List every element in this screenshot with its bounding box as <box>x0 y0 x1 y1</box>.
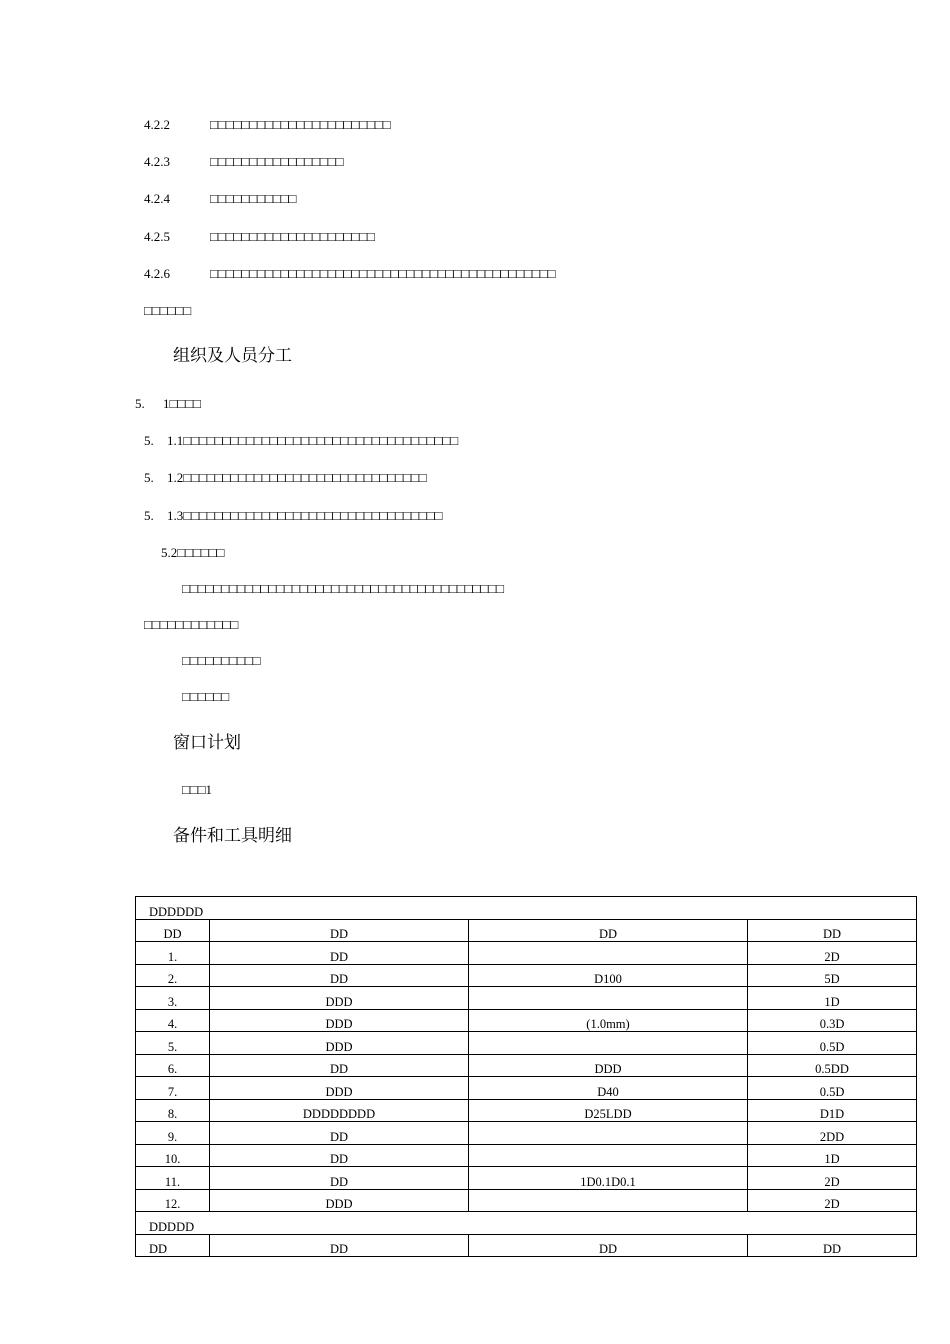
table-cell: 4. <box>136 1009 210 1032</box>
table-row <box>136 1189 917 1212</box>
table-row <box>136 1099 917 1122</box>
column-header: DD <box>469 1234 748 1257</box>
paragraph-after-4-2: □□□□□□ <box>144 303 192 318</box>
table-header-row-2 <box>136 1234 917 1257</box>
table-row <box>136 987 917 1010</box>
column-header: DD <box>136 1234 210 1257</box>
section-5-2-line-4: □□□□□□ <box>182 689 230 704</box>
table-row <box>136 1144 917 1167</box>
table-cell: D1D <box>748 1099 917 1122</box>
heading-window-plan: 窗口计划 <box>173 733 241 753</box>
section-5-2-paragraph: □□□□□□□□□□□□□□□□□□□□□□□□□□□□□□□□□□□□□□□□□ <box>182 581 504 596</box>
table-cell: D100 <box>469 964 748 987</box>
table-cell: 5D <box>748 964 917 987</box>
table-row <box>136 1077 917 1100</box>
table-cell: D25LDD <box>469 1099 748 1122</box>
heading-organization: 组织及人员分工 <box>173 346 292 366</box>
table-row <box>136 1009 917 1032</box>
table-cell: 1D <box>748 987 917 1010</box>
table-cell: 3. <box>136 987 210 1010</box>
table-cell: 2. <box>136 964 210 987</box>
table-cell: DD <box>210 1144 469 1167</box>
table-cell: 1D0.1D0.1 <box>469 1167 748 1190</box>
item-4-2-4-text: □□□□□□□□□□□ <box>210 191 297 206</box>
table-cell: 0.5DD <box>748 1054 917 1077</box>
table-cell <box>469 942 748 965</box>
table-cell <box>469 1189 748 1212</box>
item-4-2-2-number: 4.2.2 <box>144 117 170 132</box>
table-cell: (1.0mm) <box>469 1009 748 1032</box>
table-cell <box>469 1122 748 1145</box>
table-row <box>136 1054 917 1077</box>
table-cell: 0.3D <box>748 1009 917 1032</box>
table-cell: 2D <box>748 942 917 965</box>
table-caption-row <box>136 897 917 920</box>
section-5-2-title: 5.2□□□□□□ <box>161 545 225 560</box>
table-caption-row-2 <box>136 1212 917 1235</box>
window-plan-text: □□□1 <box>182 782 213 797</box>
spare-parts-table <box>135 896 917 1257</box>
section-5-2-line-3: □□□□□□□□□□ <box>182 653 261 668</box>
table-cell: DDD <box>469 1054 748 1077</box>
table-cell: DD <box>210 1054 469 1077</box>
item-5-1-2-text: 1.2□□□□□□□□□□□□□□□□□□□□□□□□□□□□□□□ <box>167 470 427 485</box>
table-cell: DD <box>210 964 469 987</box>
column-header: DD <box>210 1234 469 1257</box>
table-cell: 0.5D <box>748 1032 917 1055</box>
table-cell: DD <box>210 942 469 965</box>
table-caption-2: DDDDD <box>136 1212 917 1235</box>
table-cell: DDDDDDDD <box>210 1099 469 1122</box>
table-cell: 11. <box>136 1167 210 1190</box>
item-4-2-5-text: □□□□□□□□□□□□□□□□□□□□□ <box>210 229 375 244</box>
table-row <box>136 1167 917 1190</box>
item-4-2-3-number: 4.2.3 <box>144 154 170 169</box>
table-row <box>136 942 917 965</box>
table-cell: 1D <box>748 1144 917 1167</box>
item-5-1-1-number: 5. <box>144 433 154 448</box>
table-cell: 6. <box>136 1054 210 1077</box>
table-cell: DDD <box>210 1189 469 1212</box>
item-5-1-1-text: 1.1□□□□□□□□□□□□□□□□□□□□□□□□□□□□□□□□□□□ <box>167 433 459 448</box>
column-header: DD <box>210 919 469 942</box>
table-cell <box>469 987 748 1010</box>
item-4-2-3-text: □□□□□□□□□□□□□□□□□ <box>210 154 344 169</box>
item-5-1-2-number: 5. <box>144 470 154 485</box>
table-row <box>136 1122 917 1145</box>
table-cell: DDD <box>210 1077 469 1100</box>
table-cell: 2DD <box>748 1122 917 1145</box>
table-cell: 10. <box>136 1144 210 1167</box>
item-5-1-3-number: 5. <box>144 508 154 523</box>
table-cell: 5. <box>136 1032 210 1055</box>
item-4-2-4-number: 4.2.4 <box>144 191 170 206</box>
section-5-2-line-2: □□□□□□□□□□□□ <box>144 617 239 632</box>
table-cell <box>469 1032 748 1055</box>
table-cell: DDD <box>210 1032 469 1055</box>
table-cell: D40 <box>469 1077 748 1100</box>
item-4-2-2-text: □□□□□□□□□□□□□□□□□□□□□□□ <box>210 117 391 132</box>
table-cell: 8. <box>136 1099 210 1122</box>
column-header: DD <box>469 919 748 942</box>
table-cell: DD <box>210 1122 469 1145</box>
table-cell: 2D <box>748 1167 917 1190</box>
heading-spare-parts-tools: 备件和工具明细 <box>173 826 292 846</box>
table-cell: 1. <box>136 942 210 965</box>
column-header: DD <box>748 1234 917 1257</box>
item-4-2-6-number: 4.2.6 <box>144 266 170 281</box>
table-cell: DDD <box>210 1009 469 1032</box>
section-5-1-number: 5. <box>135 396 145 411</box>
table-row <box>136 1032 917 1055</box>
table-cell: 2D <box>748 1189 917 1212</box>
column-header: DD <box>136 919 210 942</box>
table-caption: DDDDDD <box>136 897 917 920</box>
table-cell <box>469 1144 748 1167</box>
column-header: DD <box>748 919 917 942</box>
table-cell: 12. <box>136 1189 210 1212</box>
table-cell: 0.5D <box>748 1077 917 1100</box>
table-cell: DDD <box>210 987 469 1010</box>
table-cell: DD <box>210 1167 469 1190</box>
table-row <box>136 964 917 987</box>
item-4-2-5-number: 4.2.5 <box>144 229 170 244</box>
item-4-2-6-text: □□□□□□□□□□□□□□□□□□□□□□□□□□□□□□□□□□□□□□□□□□□□ <box>210 266 556 281</box>
item-5-1-3-text: 1.3□□□□□□□□□□□□□□□□□□□□□□□□□□□□□□□□□ <box>167 508 443 523</box>
table-cell: 9. <box>136 1122 210 1145</box>
section-5-1-title: 1□□□□ <box>163 396 201 411</box>
table-cell: 7. <box>136 1077 210 1100</box>
table-header-row <box>136 919 917 942</box>
